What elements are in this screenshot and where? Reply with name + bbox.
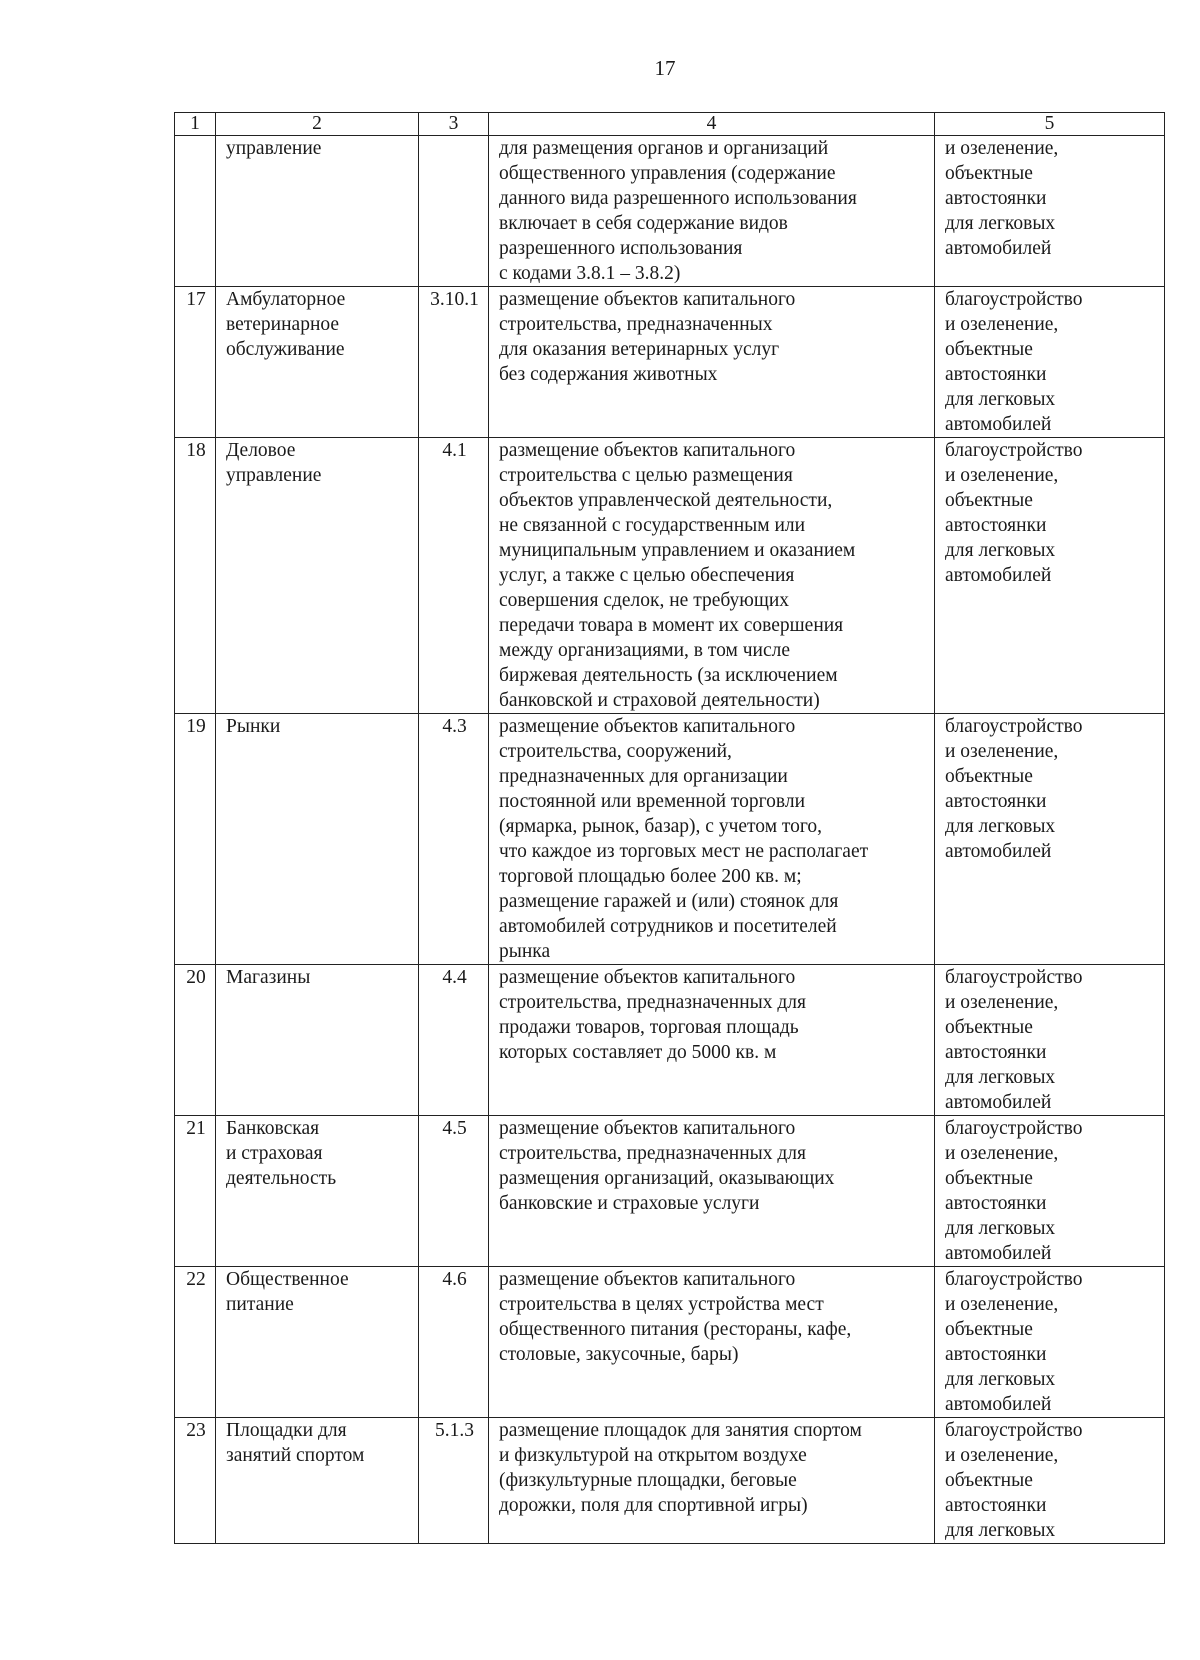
description-line: для оказания ветеринарных услуг <box>499 339 780 360</box>
table-row <box>175 1418 1165 1544</box>
use-name-line: ветеринарное <box>226 314 340 335</box>
description-line: предназначенных для организации <box>499 766 788 787</box>
auxiliary-use-line: для легковых <box>945 1369 1056 1390</box>
auxiliary-use-line: и озеленение, <box>945 741 1059 762</box>
description-line: строительства с целью размещения <box>499 465 793 486</box>
description-cell <box>489 1267 935 1418</box>
table-row <box>175 1116 1165 1267</box>
use-name-line: Магазины <box>226 967 311 988</box>
description-line: столовые, закусочные, бары) <box>499 1344 739 1365</box>
page-number: 17 <box>654 56 676 80</box>
use-name-cell <box>216 1116 419 1267</box>
use-code-cell: 5.1.3 <box>419 1418 489 1544</box>
description-line: рынка <box>499 941 551 962</box>
header-col-2: 2 <box>216 113 419 136</box>
table-row <box>175 136 1165 287</box>
auxiliary-use-line: автостоянки <box>945 1344 1047 1365</box>
row-number-cell: 21 <box>175 1116 216 1267</box>
use-name-line: Банковская <box>226 1118 320 1139</box>
header-col-4: 4 <box>489 113 935 136</box>
auxiliary-use-line: и озеленение, <box>945 465 1059 486</box>
use-name-line: деятельность <box>226 1168 337 1189</box>
auxiliary-use-cell <box>935 136 1165 287</box>
table-row <box>175 438 1165 714</box>
auxiliary-use-line: и озеленение, <box>945 314 1059 335</box>
description-line: дорожки, поля для спортивной игры) <box>499 1495 808 1516</box>
land-use-table <box>174 112 1165 1544</box>
use-name-line: управление <box>226 465 322 486</box>
description-line: размещение площадок для занятия спортом <box>499 1420 862 1441</box>
table-row <box>175 965 1165 1116</box>
auxiliary-use-line: и озеленение, <box>945 1294 1059 1315</box>
auxiliary-use-line: и озеленение, <box>945 138 1059 159</box>
auxiliary-use-line: благоустройство <box>945 716 1083 737</box>
use-code-cell: 3.10.1 <box>419 287 489 438</box>
description-line: размещение объектов капитального <box>499 716 796 737</box>
description-cell <box>489 136 935 287</box>
row-number-cell: 22 <box>175 1267 216 1418</box>
description-line: муниципальным управлением и оказанием <box>499 540 856 561</box>
description-line: автомобилей сотрудников и посетителей <box>499 916 837 937</box>
description-line: банковские и страховые услуги <box>499 1193 760 1214</box>
description-line: размещение объектов капитального <box>499 289 796 310</box>
auxiliary-use-line: благоустройство <box>945 1118 1083 1139</box>
description-line: строительства, предназначенных <box>499 314 773 335</box>
description-line: без содержания животных <box>499 364 718 385</box>
auxiliary-use-cell <box>935 965 1165 1116</box>
auxiliary-use-line: для легковых <box>945 213 1056 234</box>
row-number-cell: 19 <box>175 714 216 965</box>
auxiliary-use-cell <box>935 1267 1165 1418</box>
description-line: и физкультурой на открытом воздухе <box>499 1445 807 1466</box>
description-line: размещение объектов капитального <box>499 1269 796 1290</box>
use-name-line: Общественное <box>226 1269 349 1290</box>
description-line: разрешенного использования <box>499 238 743 259</box>
description-line: включает в себя содержание видов <box>499 213 788 234</box>
auxiliary-use-line: для легковых <box>945 816 1056 837</box>
auxiliary-use-line: благоустройство <box>945 289 1083 310</box>
use-code-cell: 4.3 <box>419 714 489 965</box>
description-line: (физкультурные площадки, беговые <box>499 1470 797 1491</box>
auxiliary-use-line: объектные <box>945 490 1033 511</box>
table-row <box>175 714 1165 965</box>
description-line: строительства в целях устройства мест <box>499 1294 824 1315</box>
description-line: объектов управленческой деятельности, <box>499 490 833 511</box>
use-name-cell <box>216 287 419 438</box>
auxiliary-use-line: автостоянки <box>945 188 1047 209</box>
description-line: с кодами 3.8.1 – 3.8.2) <box>499 263 681 284</box>
use-code-cell: 4.5 <box>419 1116 489 1267</box>
auxiliary-use-line: автомобилей <box>945 841 1052 862</box>
description-cell <box>489 1418 935 1544</box>
auxiliary-use-line: благоустройство <box>945 1420 1083 1441</box>
description-line: совершения сделок, не требующих <box>499 590 790 611</box>
header-col-1: 1 <box>175 113 216 136</box>
description-cell <box>489 287 935 438</box>
auxiliary-use-line: автомобилей <box>945 238 1052 259</box>
description-line: размещение объектов капитального <box>499 440 796 461</box>
use-name-line: занятий спортом <box>226 1445 365 1466</box>
auxiliary-use-line: объектные <box>945 1470 1033 1491</box>
description-line: строительства, предназначенных для <box>499 1143 806 1164</box>
description-line: продажи товаров, торговая площадь <box>499 1017 799 1038</box>
use-name-cell <box>216 136 419 287</box>
use-name-line: питание <box>226 1294 294 1315</box>
description-line: строительства, предназначенных для <box>499 992 806 1013</box>
use-name-cell <box>216 1418 419 1544</box>
description-line: строительства, сооружений, <box>499 741 732 762</box>
auxiliary-use-line: и озеленение, <box>945 1445 1059 1466</box>
row-number-cell: 18 <box>175 438 216 714</box>
auxiliary-use-line: автомобилей <box>945 1394 1052 1415</box>
description-line: размещение объектов капитального <box>499 967 796 988</box>
auxiliary-use-line: объектные <box>945 1017 1033 1038</box>
auxiliary-use-line: для легковых <box>945 1520 1056 1541</box>
auxiliary-use-line: и озеленение, <box>945 1143 1059 1164</box>
auxiliary-use-line: автомобилей <box>945 565 1052 586</box>
use-name-line: Рынки <box>226 716 281 737</box>
description-line: постоянной или временной торговли <box>499 791 806 812</box>
use-name-line: и страховая <box>226 1143 323 1164</box>
auxiliary-use-line: автомобилей <box>945 1092 1052 1113</box>
use-name-cell <box>216 438 419 714</box>
use-code-cell: 4.4 <box>419 965 489 1116</box>
description-line: размещение гаражей и (или) стоянок для <box>499 891 839 912</box>
description-line: общественного управления (содержание <box>499 163 836 184</box>
header-col-3: 3 <box>419 113 489 136</box>
auxiliary-use-line: для легковых <box>945 1067 1056 1088</box>
auxiliary-use-line: автостоянки <box>945 791 1047 812</box>
description-line: биржевая деятельность (за исключением <box>499 665 838 686</box>
auxiliary-use-line: благоустройство <box>945 440 1083 461</box>
auxiliary-use-line: автостоянки <box>945 364 1047 385</box>
table-header-row <box>175 113 1165 136</box>
auxiliary-use-cell <box>935 438 1165 714</box>
description-cell <box>489 438 935 714</box>
use-name-line: Площадки для <box>226 1420 347 1441</box>
use-code-cell: 4.6 <box>419 1267 489 1418</box>
auxiliary-use-cell <box>935 1116 1165 1267</box>
description-line: банковской и страховой деятельности) <box>499 690 820 711</box>
use-name-line: Деловое <box>226 440 296 461</box>
auxiliary-use-line: автомобилей <box>945 414 1052 435</box>
auxiliary-use-line: и озеленение, <box>945 992 1059 1013</box>
description-line: данного вида разрешенного использования <box>499 188 857 209</box>
description-line: услуг, а также с целью обеспечения <box>499 565 795 586</box>
auxiliary-use-line: объектные <box>945 766 1033 787</box>
use-name-cell <box>216 714 419 965</box>
auxiliary-use-line: автостоянки <box>945 1193 1047 1214</box>
auxiliary-use-cell <box>935 714 1165 965</box>
header-col-5: 5 <box>935 113 1165 136</box>
description-line: общественного питания (рестораны, кафе, <box>499 1319 852 1340</box>
description-line: что каждое из торговых мест не располагает <box>499 841 869 862</box>
auxiliary-use-cell <box>935 287 1165 438</box>
description-line: которых составляет до 5000 кв. м <box>499 1042 777 1063</box>
auxiliary-use-cell <box>935 1418 1165 1544</box>
row-number-cell <box>175 136 216 287</box>
use-name-line: управление <box>226 138 322 159</box>
row-number-cell: 17 <box>175 287 216 438</box>
auxiliary-use-line: объектные <box>945 339 1033 360</box>
description-line: передачи товара в момент их совершения <box>499 615 844 636</box>
description-line: размещение объектов капитального <box>499 1118 796 1139</box>
row-number-cell: 23 <box>175 1418 216 1544</box>
use-code-cell: 4.1 <box>419 438 489 714</box>
auxiliary-use-line: автомобилей <box>945 1243 1052 1264</box>
description-line: размещения организаций, оказывающих <box>499 1168 835 1189</box>
auxiliary-use-line: автостоянки <box>945 515 1047 536</box>
table-row <box>175 287 1165 438</box>
auxiliary-use-line: автостоянки <box>945 1495 1047 1516</box>
use-name-line: обслуживание <box>226 339 345 360</box>
description-cell <box>489 1116 935 1267</box>
use-name-cell <box>216 965 419 1116</box>
description-line: для размещения органов и организаций <box>499 138 829 159</box>
use-name-cell <box>216 1267 419 1418</box>
description-line: не связанной с государственным или <box>499 515 806 536</box>
description-cell <box>489 714 935 965</box>
auxiliary-use-line: благоустройство <box>945 1269 1083 1290</box>
auxiliary-use-line: объектные <box>945 163 1033 184</box>
use-code-cell <box>419 136 489 287</box>
row-number-cell: 20 <box>175 965 216 1116</box>
table-body <box>175 136 1165 1544</box>
auxiliary-use-line: для легковых <box>945 389 1056 410</box>
description-line: между организациями, в том числе <box>499 640 790 661</box>
use-name-line: Амбулаторное <box>226 289 346 310</box>
auxiliary-use-line: автостоянки <box>945 1042 1047 1063</box>
auxiliary-use-line: объектные <box>945 1319 1033 1340</box>
table-row <box>175 1267 1165 1418</box>
description-line: торговой площадью более 200 кв. м; <box>499 866 802 887</box>
auxiliary-use-line: благоустройство <box>945 967 1083 988</box>
description-cell <box>489 965 935 1116</box>
auxiliary-use-line: для легковых <box>945 1218 1056 1239</box>
auxiliary-use-line: объектные <box>945 1168 1033 1189</box>
description-line: (ярмарка, рынок, базар), с учетом того, <box>499 816 823 837</box>
auxiliary-use-line: для легковых <box>945 540 1056 561</box>
